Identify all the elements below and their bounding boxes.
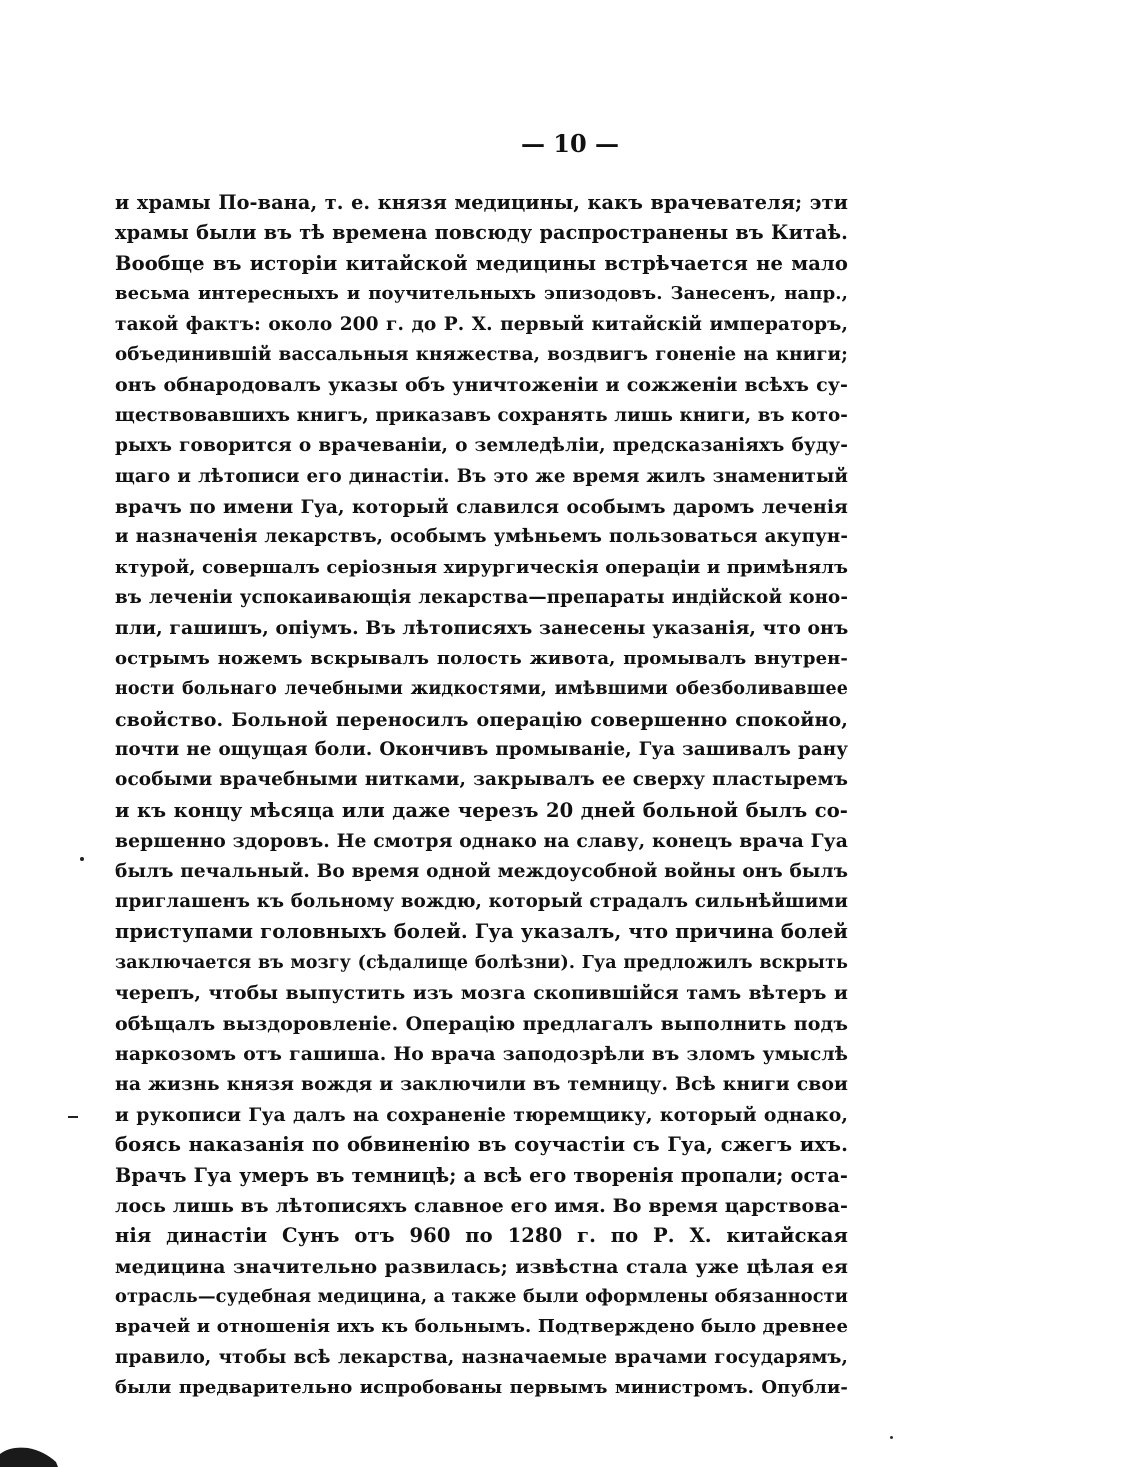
text-line: нія династіи Сунъ отъ 960 по 1280 г. по Р. Х. китайская [115,1224,848,1248]
text-line: ности больнаго лечебными жидкостями, имѣвшими обезболивавшее [115,679,848,700]
text-line: ществовавшихъ книгъ, приказавъ сохранять лишь книги, въ кото- [115,404,848,426]
text-line: острымъ ножемъ вскрывалъ полость живота, промывалъ внутрен- [115,647,848,669]
text-line: приглашенъ къ больному вождю, который страдалъ сильнѣйшими [115,890,848,912]
text-line: Вообще въ исторіи китайской медицины встрѣчается не мало [115,251,848,275]
text-line: такой фактъ: около 200 г. до Р. Х. первый китайскій императоръ, [115,313,848,335]
text-line: онъ обнародовалъ указы объ уничтоженіи и сожженіи всѣхъ су- [115,374,848,397]
scan-speck [80,857,84,861]
text-line: и храмы По-вана, т. е. князя медицины, какъ врачевателя; эти [115,191,848,214]
text-line: врачъ по имени Гуа, который славился особымъ даромъ леченія [115,495,848,518]
text-line: объединившій вассальныя княжества, воздвигъ гоненіе на книги; [115,343,848,365]
text-line: свойство. Больной переносилъ операцію совершенно спокойно, [115,708,848,731]
text-line: и рукописи Гуа далъ на сохраненіе тюремщику, который однако, [115,1103,848,1126]
text-line: черепъ, чтобы выпустить изъ мозга скопившійся тамъ вѣтеръ и [115,982,848,1005]
body-text [115,188,848,1404]
text-line: обѣщалъ выздоровленіе. Операцію предлагалъ выполнить подъ [115,1012,848,1035]
scan-corner-shadow [0,1440,60,1467]
text-line: пли, гашишъ, опіумъ. Въ лѣтописяхъ занесены указанія, что онъ [115,617,849,640]
text-line: заключается въ мозгу (сѣдалище болѣзни). Гуа предложилъ вскрыть [115,952,848,973]
text-line: боясь наказанія по обвиненію въ соучастіи съ Гуа, сжегъ ихъ. [115,1133,848,1157]
text-line: и назначенія лекарствъ, особымъ умѣньемъ пользоваться акупун- [115,526,848,548]
text-line: приступами головныхъ болей. Гуа указалъ, что причина болей [115,920,848,944]
text-line: рыхъ говорится о врачеваніи, о земледѣліи, предсказаніяхъ буду- [115,435,848,457]
text-line: и къ концу мѣсяца или даже черезъ 20 дней больной былъ со- [115,798,848,822]
text-line: ктурой, совершалъ серіозныя хирургическія операціи и примѣнялъ [115,556,848,578]
text-line: вершенно здоровъ. Не смотря однако на славу, конецъ врача Гуа [115,830,848,853]
text-line: весьма интересныхъ и поучительныхъ эпизодовъ. Занесенъ, напр., [115,283,848,305]
text-line: врачей и отношенія ихъ къ больнымъ. Подтверждено было древнее [115,1316,848,1338]
text-line: былъ печальный. Во время одной междоусобной войны онъ былъ [115,860,848,882]
page-number: — 10 — [520,129,620,158]
text-line: медицина значительно развилась; извѣстна стала уже цѣлая ея [115,1255,848,1278]
text-line: отрасль—судебная медицина, а также были оформлены обязанности [115,1286,848,1308]
text-line: на жизнь князя вождя и заключили въ темницу. Всѣ книги свои [115,1073,848,1096]
text-line: наркозомъ отъ гашиша. Но врача заподозрѣли въ зломъ умыслѣ [115,1042,848,1065]
text-line: въ леченіи успокаивающія лекарства—препараты индійской коно- [115,587,848,609]
scan-speck [890,1436,893,1439]
scan-speck [68,1116,78,1118]
text-line: храмы были въ тѣ времена повсюду распространены въ Китаѣ. [115,221,848,245]
text-line: были предварительно испробованы первымъ министромъ. Опубли- [115,1377,848,1399]
text-line: щаго и лѣтописи его династіи. Въ это же время жилъ знаменитый [115,465,848,487]
text-line: правило, чтобы всѣ лекарства, назначаемые врачами государямъ, [115,1346,848,1368]
text-line: почти не ощущая боли. Окончивъ промываніе, Гуа зашивалъ рану [115,739,848,761]
text-line: лось лишь въ лѣтописяхъ славное его имя. Во время царствова- [115,1194,848,1217]
text-line: Врачъ Гуа умеръ въ темницѣ; а всѣ его творенія пропали; оста- [115,1163,848,1187]
text-line: особыми врачебными нитками, закрывалъ ее сверху пластыремъ [115,769,848,791]
